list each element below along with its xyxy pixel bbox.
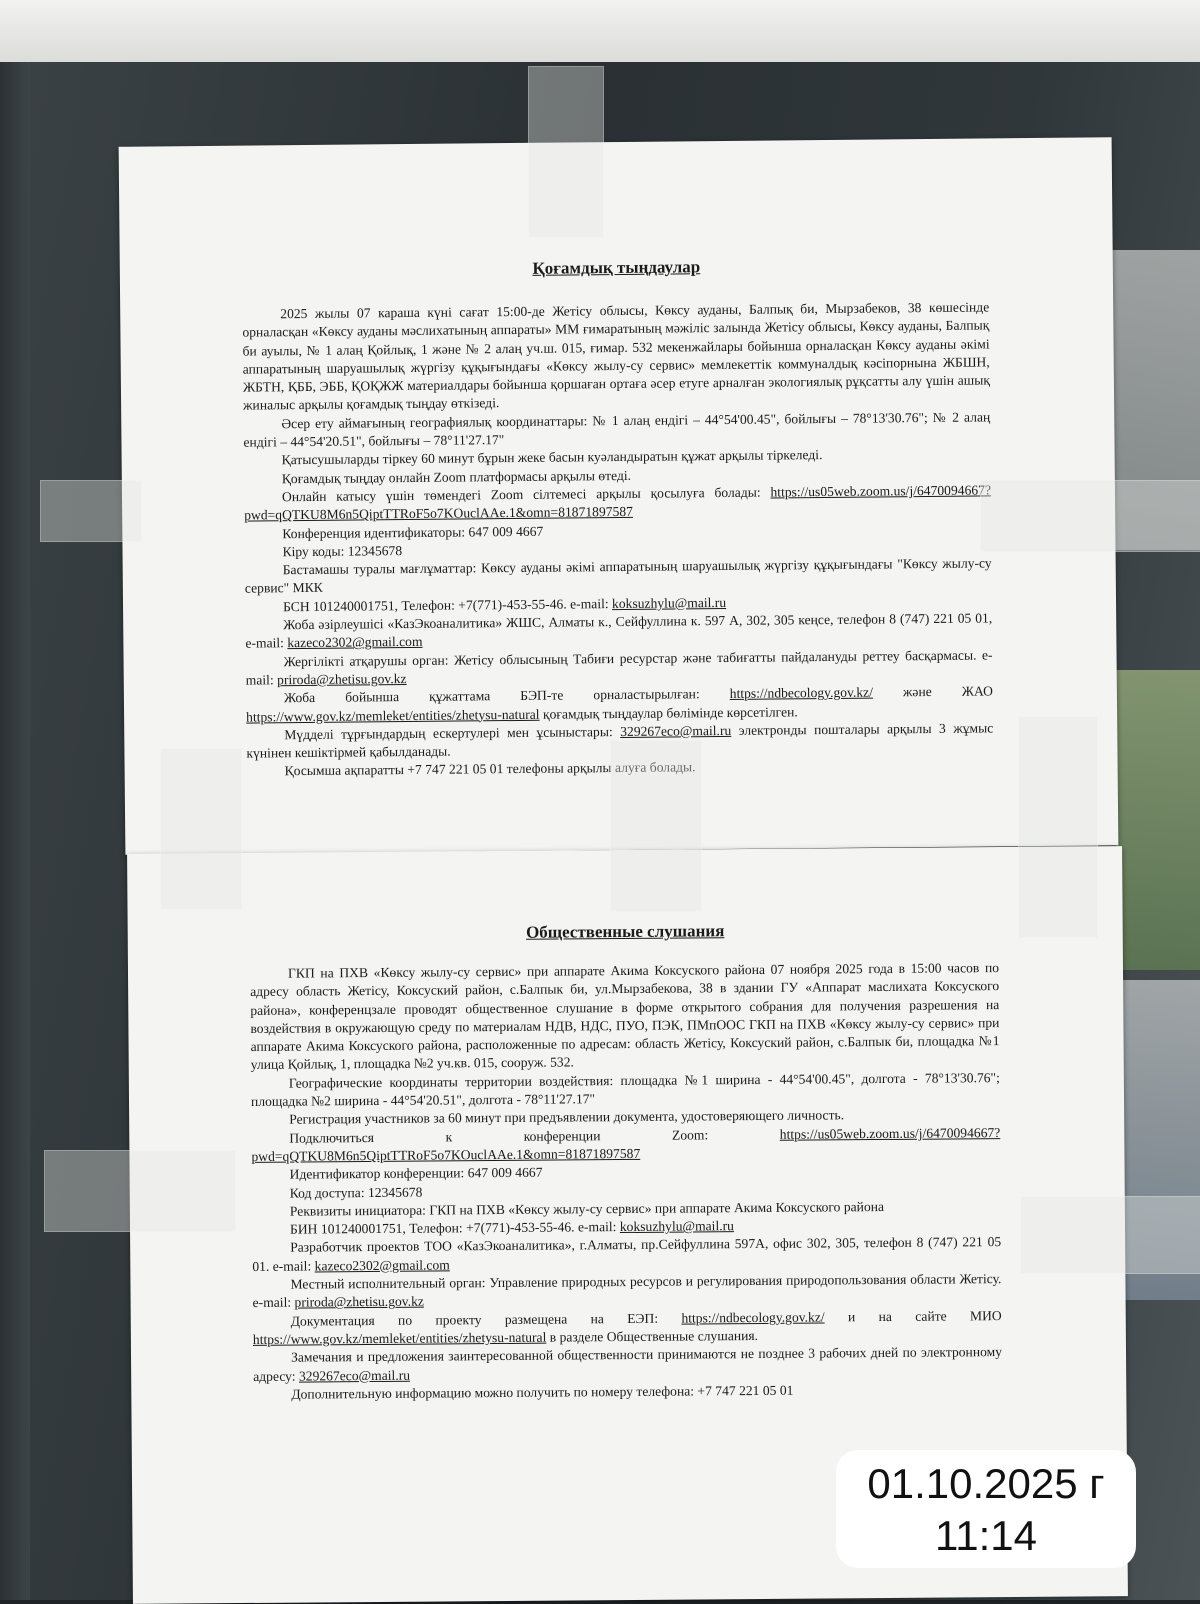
conference-id: Конференция идентификаторы: 647 009 4667 (282, 523, 544, 541)
documentation-text-c: в разделе Общественные слушания. (549, 1327, 759, 1345)
tape-strip (44, 1150, 236, 1232)
gov-kz-link[interactable]: https://www.gov.kz/memleket/entities/zhetysu-natural (252, 1329, 547, 1347)
documentation-text-a: Жоба бойынша құжаттама БЭП-те орналастырылған: (283, 686, 700, 706)
access-code: Код доступа: 12345678 (289, 1184, 423, 1201)
documentation-text-a: Документация по проекту размещена на ЕЭП: (290, 1310, 659, 1329)
developer-text: Жоба әзірлеушісі «КазЭкоаналитика» ЖШС, Алматы к., Сейфуллина к. 597 А, 302, 305 кеңсе, телефон 8 (747) 221 05 01, e-mail: (245, 610, 993, 651)
tape-strip (610, 740, 702, 912)
local-authority-info (252, 1270, 1001, 1312)
notice-body-russian (250, 959, 1002, 1404)
remarks-text-b: электронды пошталары арқылы 3 жұмыс күнінен кешіктірмей қабылданады. (246, 720, 994, 761)
paragraph: Географические координаты территории воздействия: площадка №1 ширина - 44°54'00.45", долгота - 78°13'30.76"; площадка №2 ширина - 44°54'20.51", долгота - 78°11'27.17" (250, 1069, 1000, 1110)
remarks-email-link[interactable]: 329267eco@mail.ru (620, 722, 732, 739)
notice-title-kazakh: Қоғамдық тыңдаулар (532, 257, 701, 278)
tape-strip (528, 66, 604, 238)
background-trees (1116, 670, 1200, 970)
documentation-text-b: және ЖАО (902, 683, 993, 700)
gov-kz-link[interactable]: https://www.gov.kz/memleket/entities/zhetysu-natural (246, 706, 540, 725)
local-authority-email-link[interactable]: priroda@zhetisu.gov.kz (277, 670, 407, 688)
tape-strip (980, 480, 1200, 552)
initiator-info: Реквизиты инициатора: ГКП на ПХВ «Көксу жылу-су сервис» при аппарате Акима Коксуского района (289, 1198, 885, 1219)
initiator-email-link[interactable]: koksuzhylu@mail.ru (619, 1218, 734, 1235)
door-frame-left (0, 62, 30, 1600)
tape-strip (1020, 1196, 1200, 1274)
paragraph: 2025 жылы 07 караша күні сағат 15:00-де Жетісу облысы, Көксу ауданы, Балпық би, Мырзабеков, 38 көшесінде орналасқан «Көксу ауданы мәслихатының аппараты» ММ ғимаратының мәжіліс залында Жетісу облысы, Көксу ауданы, Балпық би ауылы, № 1 алаң Қойлық, 1 және № 2 алаң уч.ш. 015, ғимар. 532 мекенжайлары бойынша орналасқан Көксу ауданы әкімі аппаратының шаруашылық жүргізу құқығындағы «Көксу жылу-су сервис» мемлекеттік коммуналдық кәсіпорнына ЖБШН, ЖБТН, ҚББ, ЭББ, ҚОҚЖЖ материалдары бойынша қоршаған ортаға әсер етуге арналған экологиялық рұқсатты алу үшін ашық жиналыс арқылы қоғамдық тыңдау өткізеді. (242, 299, 990, 414)
paragraph: Қоғамдық тыңдау онлайн Zoom платформасы арқылы өтеді. (281, 467, 632, 486)
bin-text: БСН 101240001751, Телефон: +7(771)-453-55-46. e-mail: (282, 595, 609, 614)
developer-text: Разработчик проектов ТОО «КазЭкоаналитика», г.Алматы, пр.Сейфуллина 597А, офис 302, 305, телефон 8 (747) 221 05 01. e-mail: (252, 1234, 1002, 1274)
paragraph: Қатысушыларды тіркеу 60 минут бұрын жеке басын куәландыратын құжат арқылы тіркеледі. (281, 447, 823, 468)
zoom-paragraph (251, 1124, 1000, 1166)
zoom-link[interactable]: https://us05web.zoom.us/j/6470094667?pwd=qQTKU8M6n5QiptTTRoF5o7KOuclAAe.1&omn=81871897587 (244, 482, 992, 523)
conference-id: Идентификатор конференции: 647 009 4667 (289, 1164, 543, 1182)
zoom-text: Подключиться к конференции Zoom: (289, 1127, 709, 1146)
tape-strip (160, 748, 242, 910)
remarks-text-a: Замечания и предложения заинтересованной общественности принимаются не позднее 3 рабочих дней по электронному адресу: (253, 1344, 1003, 1384)
local-authority-email-link[interactable]: priroda@zhetisu.gov.kz (294, 1293, 424, 1310)
notice-body-kazakh (242, 298, 994, 781)
initiator-email-link[interactable]: koksuzhylu@mail.ru (611, 594, 727, 611)
extra-info: Дополнительную информацию можно получить по номеру телефона: +7 747 221 05 01 (291, 1382, 794, 1402)
extra-info: Қосымша ақпаратты +7 747 221 05 01 телефоны арқылы алуға болады. (284, 759, 696, 779)
paragraph: ГКП на ПХВ «Көксу жылу-су сервис» при аппарате Акима Коксуского района 07 ноября 2025 года в 15:00 часов по адресу область Жетісу, Коксуский район, с.Балпык би, ул.Мырзабекова, 38 в здании ГУ «Аппарат маслихата Коксуского района», конференцзале проводят общественное слушание в форме открытого собрания для получения разрешения на воздействия в окружающую среду по материалам НДВ, НДС, ПУО, ПЭК, ПМпООС ГКП на ПХВ «Көксу жылу-су сервис» при аппарате Акима Коксуского района, расположенные по адресам: область Жетісу, Коксуский район, с.Балпык би, площадка №1 улица Қойлық, 1, площадка №2 уч.кв. 015, сооруж. 532. (250, 960, 1000, 1073)
developer-email-link[interactable]: kazeco2302@gmail.com (314, 1257, 450, 1274)
timestamp-date: 01.10.2025 г (867, 1460, 1105, 1507)
tape-strip (40, 480, 142, 542)
local-authority-text: Местный исполнительный орган: Управление природных ресурсов и регулирования природопользования области Жетісу. e-mail: (252, 1271, 1002, 1311)
documentation-text-b: и на сайте МИО (847, 1307, 1002, 1324)
zoom-text: Онлайн катысу үшін төмендегі Zoom сілтемесі арқылы қосылуға болады: (281, 484, 761, 505)
ndbecology-link[interactable]: https://ndbecology.gov.kz/ (681, 1309, 825, 1326)
local-authority-text: Жергілікті атқарушы орган: Жетісу облысының Табиғи ресурстар және табиғатты пайдалануды реттеу басқармасы. e-mail: (245, 647, 993, 688)
developer-info (252, 1234, 1001, 1276)
access-code: Кіру коды: 12345678 (282, 542, 403, 560)
bin-text: БИН 101240001751, Телефон: +7(771)-453-55-46. e-mail: (289, 1219, 617, 1237)
photo-timestamp (836, 1450, 1136, 1568)
remarks-info (253, 1343, 1002, 1385)
timestamp-time: 11:14 (935, 1512, 1037, 1559)
paragraph: Регистрация участников за 60 минут при предъявлении документа, удостоверяющего личность. (289, 1107, 845, 1128)
notice-title-russian: Общественные слушания (525, 921, 725, 942)
tape-strip (1018, 716, 1098, 938)
door-frame-top (0, 0, 1200, 62)
ndbecology-link[interactable]: https://ndbecology.gov.kz/ (729, 684, 874, 702)
developer-email-link[interactable]: kazeco2302@gmail.com (287, 634, 423, 651)
paragraph: Әсер ету аймағының географиялық координаттары: № 1 алаң ендігі – 44°54'00.45", бойлығы – 78°13'30.76"; № 2 алаң ендігі – 44°54'20.51", бойлығы – 78°11'27.17" (243, 409, 991, 450)
documentation-info (253, 1307, 1002, 1349)
zoom-link[interactable]: https://us05web.zoom.us/j/6470094667?pwd=qQTKU8M6n5QiptTTRoF5o7KOuclAAe.1&omn=81871897587 (251, 1124, 1001, 1164)
remarks-email-link[interactable]: 329267eco@mail.ru (298, 1367, 411, 1384)
remarks-text-a: Мүдделі тұрғындардың ескертулері мен ұсыныстары: (284, 723, 613, 743)
documentation-text-c: қоғамдық тыңдаулар бөлімінде көрсетілген. (542, 703, 798, 722)
initiator-info: Бастамашы туралы мағлұматтар: Көксу ауданы әкімі аппаратының шаруашылық жүргізу құқығындағы "Көксу жылу-су сервис" МКК (244, 555, 992, 597)
